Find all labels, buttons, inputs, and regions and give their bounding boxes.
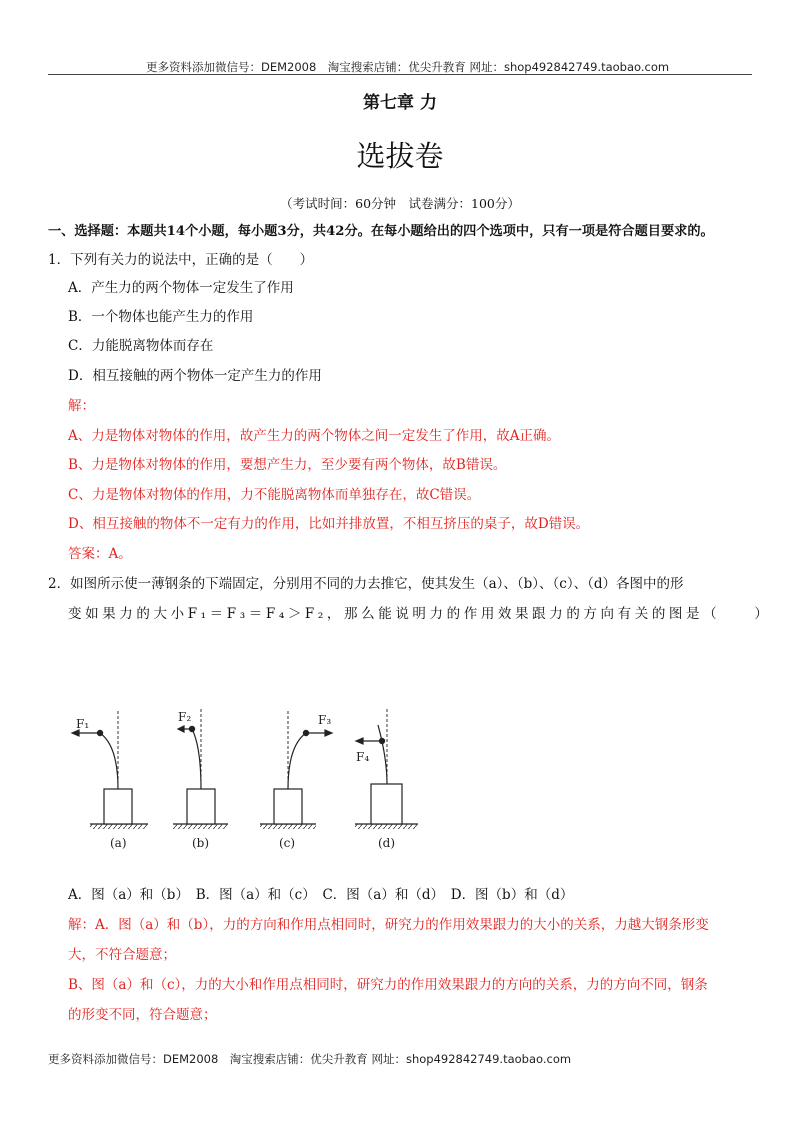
question-stem-continued: 变如果力的大小F₁＝F₃＝F₄＞F₂，那么能说明力的作用效果跟力的方向有关的图是（ ） [68,606,772,622]
force-label-f1: F₁ [76,717,90,731]
force-label-f3: F₃ [318,713,332,727]
answer: 答案：A。 [68,546,132,562]
diagram-c [260,711,332,829]
solution-line: 大，不符合题意； [68,947,176,963]
solution-line: 解：A．图（a）和（b），力的方向和作用点相同时，研究力的作用效果跟力的大小的关系，力越大钢条形变 [68,917,709,933]
solution-line: 的形变不同，符合题意； [68,1007,217,1023]
question-stem: 2．如图所示使一薄钢条的下端固定，分别用不同的力去推它，使其发生（a）、（b）、（c）、（d）各图中的形 [48,576,684,592]
option-d: D．相互接触的两个物体一定产生力的作用 [68,368,322,384]
caption-c: (c) [279,836,296,850]
solution-line: C、力是物体对物体的作用，力不能脱离物体而单独存在，故C错误。 [68,487,481,503]
solution-line: A、力是物体对物体的作用，故产生力的两个物体之间一定发生了作用，故A正确。 [68,428,560,444]
force-label-f4: F₄ [356,750,370,764]
page-header-text: 更多资料添加微信号：DEM2008 淘宝搜索店铺：优尖升教育 网址：shop492842749.taobao.com [146,60,670,74]
header-divider [48,74,752,75]
options-line: A．图（a）和（b） B．图（a）和（c） C．图（a）和（d） D．图（b）和（d） [68,887,574,903]
caption-a: (a) [110,836,127,850]
option-b: B．一个物体也能产生力的作用 [68,309,254,325]
solution-line: B、力是物体对物体的作用，要想产生力，至少要有两个物体，故B错误。 [68,457,507,473]
force-label-f2: F₂ [178,710,192,724]
solution-label: 解： [68,398,95,414]
question-stem: 1．下列有关力的说法中，正确的是（ ） [48,252,314,268]
option-c: C．力能脱离物体而存在 [68,338,214,354]
diagram-d [355,709,418,829]
chapter-title: 第七章 力 [363,93,437,113]
section-heading: 一、选择题：本题共14个小题，每小题3分，共42分。在每小题给出的四个选项中，只有一项是符合题目要求的。 [48,224,714,239]
page-footer-text: 更多资料添加微信号：DEM2008 淘宝搜索店铺：优尖升教育 网址：shop492842749.taobao.com [48,1052,572,1066]
solution-line: B、图（a）和（c），力的大小和作用点相同时，研究力的作用效果跟力的方向的关系，力的方向不同，钢条 [68,977,708,993]
exam-info: （考试时间：60分钟 试卷满分：100分） [280,196,520,211]
caption-d: (d) [378,836,396,850]
steel-strip-figure [60,695,460,860]
caption-b: (b) [192,836,210,850]
paper-title: 选拔卷 [356,139,444,173]
solution-line: D、相互接触的物体不一定有力的作用，比如并排放置，不相互挤压的桌子，故D错误。 [68,516,590,532]
diagram-b [173,709,228,829]
option-a: A．产生力的两个物体一定发生了作用 [68,280,294,296]
